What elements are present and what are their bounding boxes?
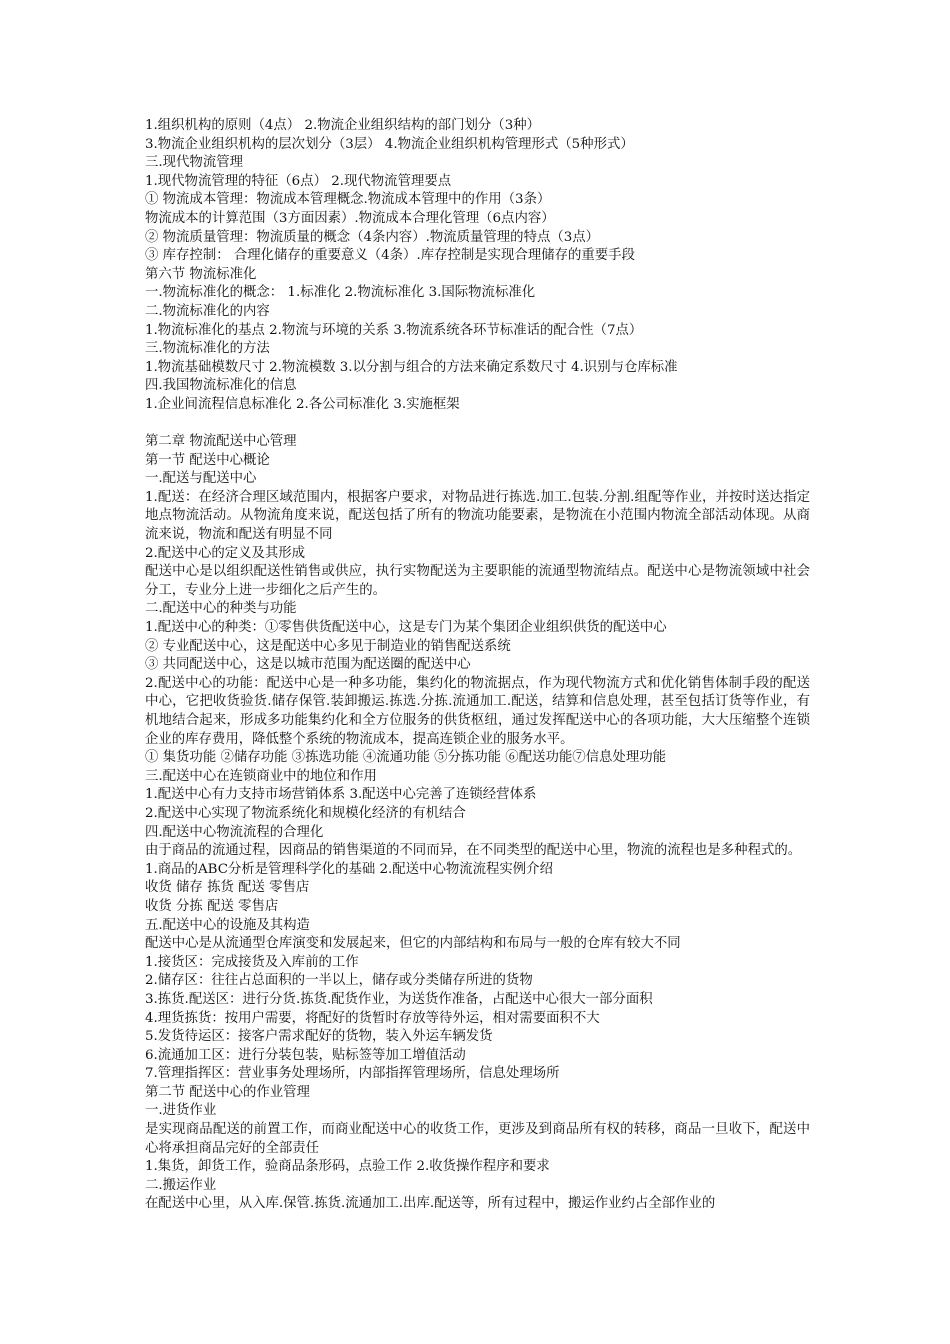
- section-heading: 二.配送中心的种类与功能: [145, 601, 297, 617]
- text-line: 3.拣货.配送区：进行分货.拣货.配货作业，为送货作准备，占配送中心很大一部分面积: [145, 991, 653, 1007]
- paragraph: 2.配送中心的功能：配送中心是一种多功能，集约化的物流据点，作为现代物流方式和优化销售体制手段的配送中心，它把收货验货.储存保管.装卸搬运.拣选.分拣.流通加工.配送，结算和信息处理，甚至包括订货等作业，有机地结合起来，形成多功能集约化和全方位服务的供货枢纽，通过发挥配送中心的各项功能，大大压缩整个连锁企业的库存费用，降低整个系统的物流成本，提高连锁企业的服务水平。: [145, 675, 810, 747]
- text-line: 1.配送中心的种类：①零售供货配送中心，这是专门为某个集团企业组织供货的配送中心: [145, 620, 667, 636]
- text-line: 1.配送中心有力支持市场营销体系 3.配送中心完善了连锁经营体系: [145, 787, 537, 803]
- section-heading: 四.配送中心物流流程的合理化: [145, 824, 324, 840]
- section-heading: 二.搬运作业: [145, 1177, 217, 1193]
- text-line: 1.集货，卸货工作，验商品条形码，点验工作 2.收货操作程序和要求: [145, 1159, 550, 1175]
- text-line: 1.物流基础模数尺寸 2.物流模数 3.以分割与组合的方法来确定系数尺寸 4.识别与仓库标准: [145, 359, 678, 375]
- paragraph: 由于商品的流通过程，因商品的销售渠道的不同而异，在不同类型的配送中心里，物流的流程也是多种程式的。: [145, 843, 802, 859]
- text-line: 5.发货待运区：接客户需求配好的货物，装入外运车辆发货: [145, 1029, 493, 1045]
- section-heading: 第六节 物流标准化: [145, 266, 257, 282]
- text-line: 1.物流标准化的基点 2.物流与环境的关系 3.物流系统各环节标准话的配合性（7点）: [145, 322, 643, 338]
- text-line: ② 物流质量管理：物流质量的概念（4条内容）.物流质量管理的特点（3点）: [145, 229, 600, 245]
- paragraph: 配送中心是以组织配送性销售或供应，执行实物配送为主要职能的流通型物流结点。配送中心是物流领域中社会分工，专业分上进一步细化之后产生的。: [145, 564, 810, 598]
- text-line: 7.管理指挥区：营业事务处理场所，内部指挥管理场所，信息处理场所: [145, 1066, 560, 1082]
- blank-line: [145, 415, 810, 434]
- text-line: 一.物流标准化的概念： 1.标准化 2.物流标准化 3.国际物流标准化: [145, 285, 536, 301]
- text-line: 1.企业间流程信息标准化 2.各公司标准化 3.实施框架: [145, 396, 460, 412]
- text-line: 2.配送中心实现了物流系统化和规模化经济的有机结合: [145, 805, 466, 821]
- text-line: ② 专业配送中心，这是配送中心多见于制造业的销售配送系统: [145, 638, 511, 654]
- section-heading: 二.物流标准化的内容: [145, 303, 270, 319]
- section-heading: 第二节 配送中心的作业管理: [145, 1084, 310, 1100]
- text-line: 3.物流企业组织机构的层次划分（3层） 4.物流企业组织机构管理形式（5种形式）: [145, 136, 634, 152]
- section-heading: 五.配送中心的设施及其构造: [145, 917, 310, 933]
- text-line: 1.接货区：完成接货及入库前的工作: [145, 954, 359, 970]
- section-heading: 三.物流标准化的方法: [145, 341, 270, 357]
- chapter-heading: 第二章 物流配送中心管理: [145, 434, 297, 450]
- text-line: 在配送中心里，从入库.保管.拣货.流通加工.出库.配送等，所有过程中，搬运作业约占全部作业的: [145, 1196, 716, 1212]
- text-line: ③ 库存控制： 合理化储存的重要意义（4条）.库存控制是实现合理储存的重要手段: [145, 248, 635, 264]
- text-line: 物流成本的计算范围（3方面因素）.物流成本合理化管理（6点内容）: [145, 210, 555, 226]
- paragraph: 1.配送：在经济合理区域范围内，根据客户要求，对物品进行拣选.加工.包装.分割.组配等作业，并按时送达指定地点物流活动。从物流角度来说，配送包括了所有的物流功能要素，是物流在小范围内物流全部活动体现。从商流来说，物流和配送有明显不同: [145, 489, 810, 543]
- text-line: 4.理货拣货：按用户需要，将配好的货暂时存放等待外运，相对需要面积不大: [145, 1010, 600, 1026]
- section-heading: 一.配送与配送中心: [145, 471, 257, 487]
- text-line: 配送中心是从流通型仓库演变和发展起来，但它的内部结构和布局与一般的仓库有较大不同: [145, 936, 681, 952]
- paragraph: 是实现商品配送的前置工作，而商业配送中心的收货工作，更涉及到商品所有权的转移，商品一旦收下，配送中心将承担商品完好的全部责任: [145, 1122, 810, 1156]
- text-line: 1.现代物流管理的特征（6点） 2.现代物流管理要点: [145, 173, 452, 189]
- text-line: 2.配送中心的定义及其形成: [145, 545, 306, 561]
- section-heading: 一.进货作业: [145, 1103, 217, 1119]
- text-line: 6.流通加工区：进行分装包装，贴标签等加工增值活动: [145, 1047, 466, 1063]
- text-line: ① 物流成本管理：物流成本管理概念.物流成本管理中的作用（3条）: [145, 192, 551, 208]
- section-heading: 三.配送中心在连锁商业中的地位和作用: [145, 768, 377, 784]
- text-line: 2.储存区：往往占总面积的一半以上，储存或分类储存所进的货物: [145, 973, 533, 989]
- section-heading: 三.现代物流管理: [145, 155, 243, 171]
- text-line: ① 集货功能 ②储存功能 ③拣选功能 ④流通功能 ⑤分拣功能 ⑥配送功能⑦信息处理功能: [145, 750, 666, 766]
- text-line: 收货 储存 拣货 配送 零售店: [145, 880, 310, 896]
- text-line: 1.组织机构的原则（4点） 2.物流企业组织结构的部门划分（3种）: [145, 118, 541, 133]
- document-page: [145, 117, 810, 1214]
- section-heading: 四.我国物流标准化的信息: [145, 378, 297, 394]
- text-line: 收货 分拣 配送 零售店: [145, 898, 279, 914]
- text-line: ③ 共同配送中心，这是以城市范围为配送圈的配送中心: [145, 657, 471, 673]
- text-line: 1.商品的ABC分析是管理科学化的基础 2.配送中心物流流程实例介绍: [145, 861, 553, 877]
- section-heading: 第一节 配送中心概论: [145, 452, 270, 468]
